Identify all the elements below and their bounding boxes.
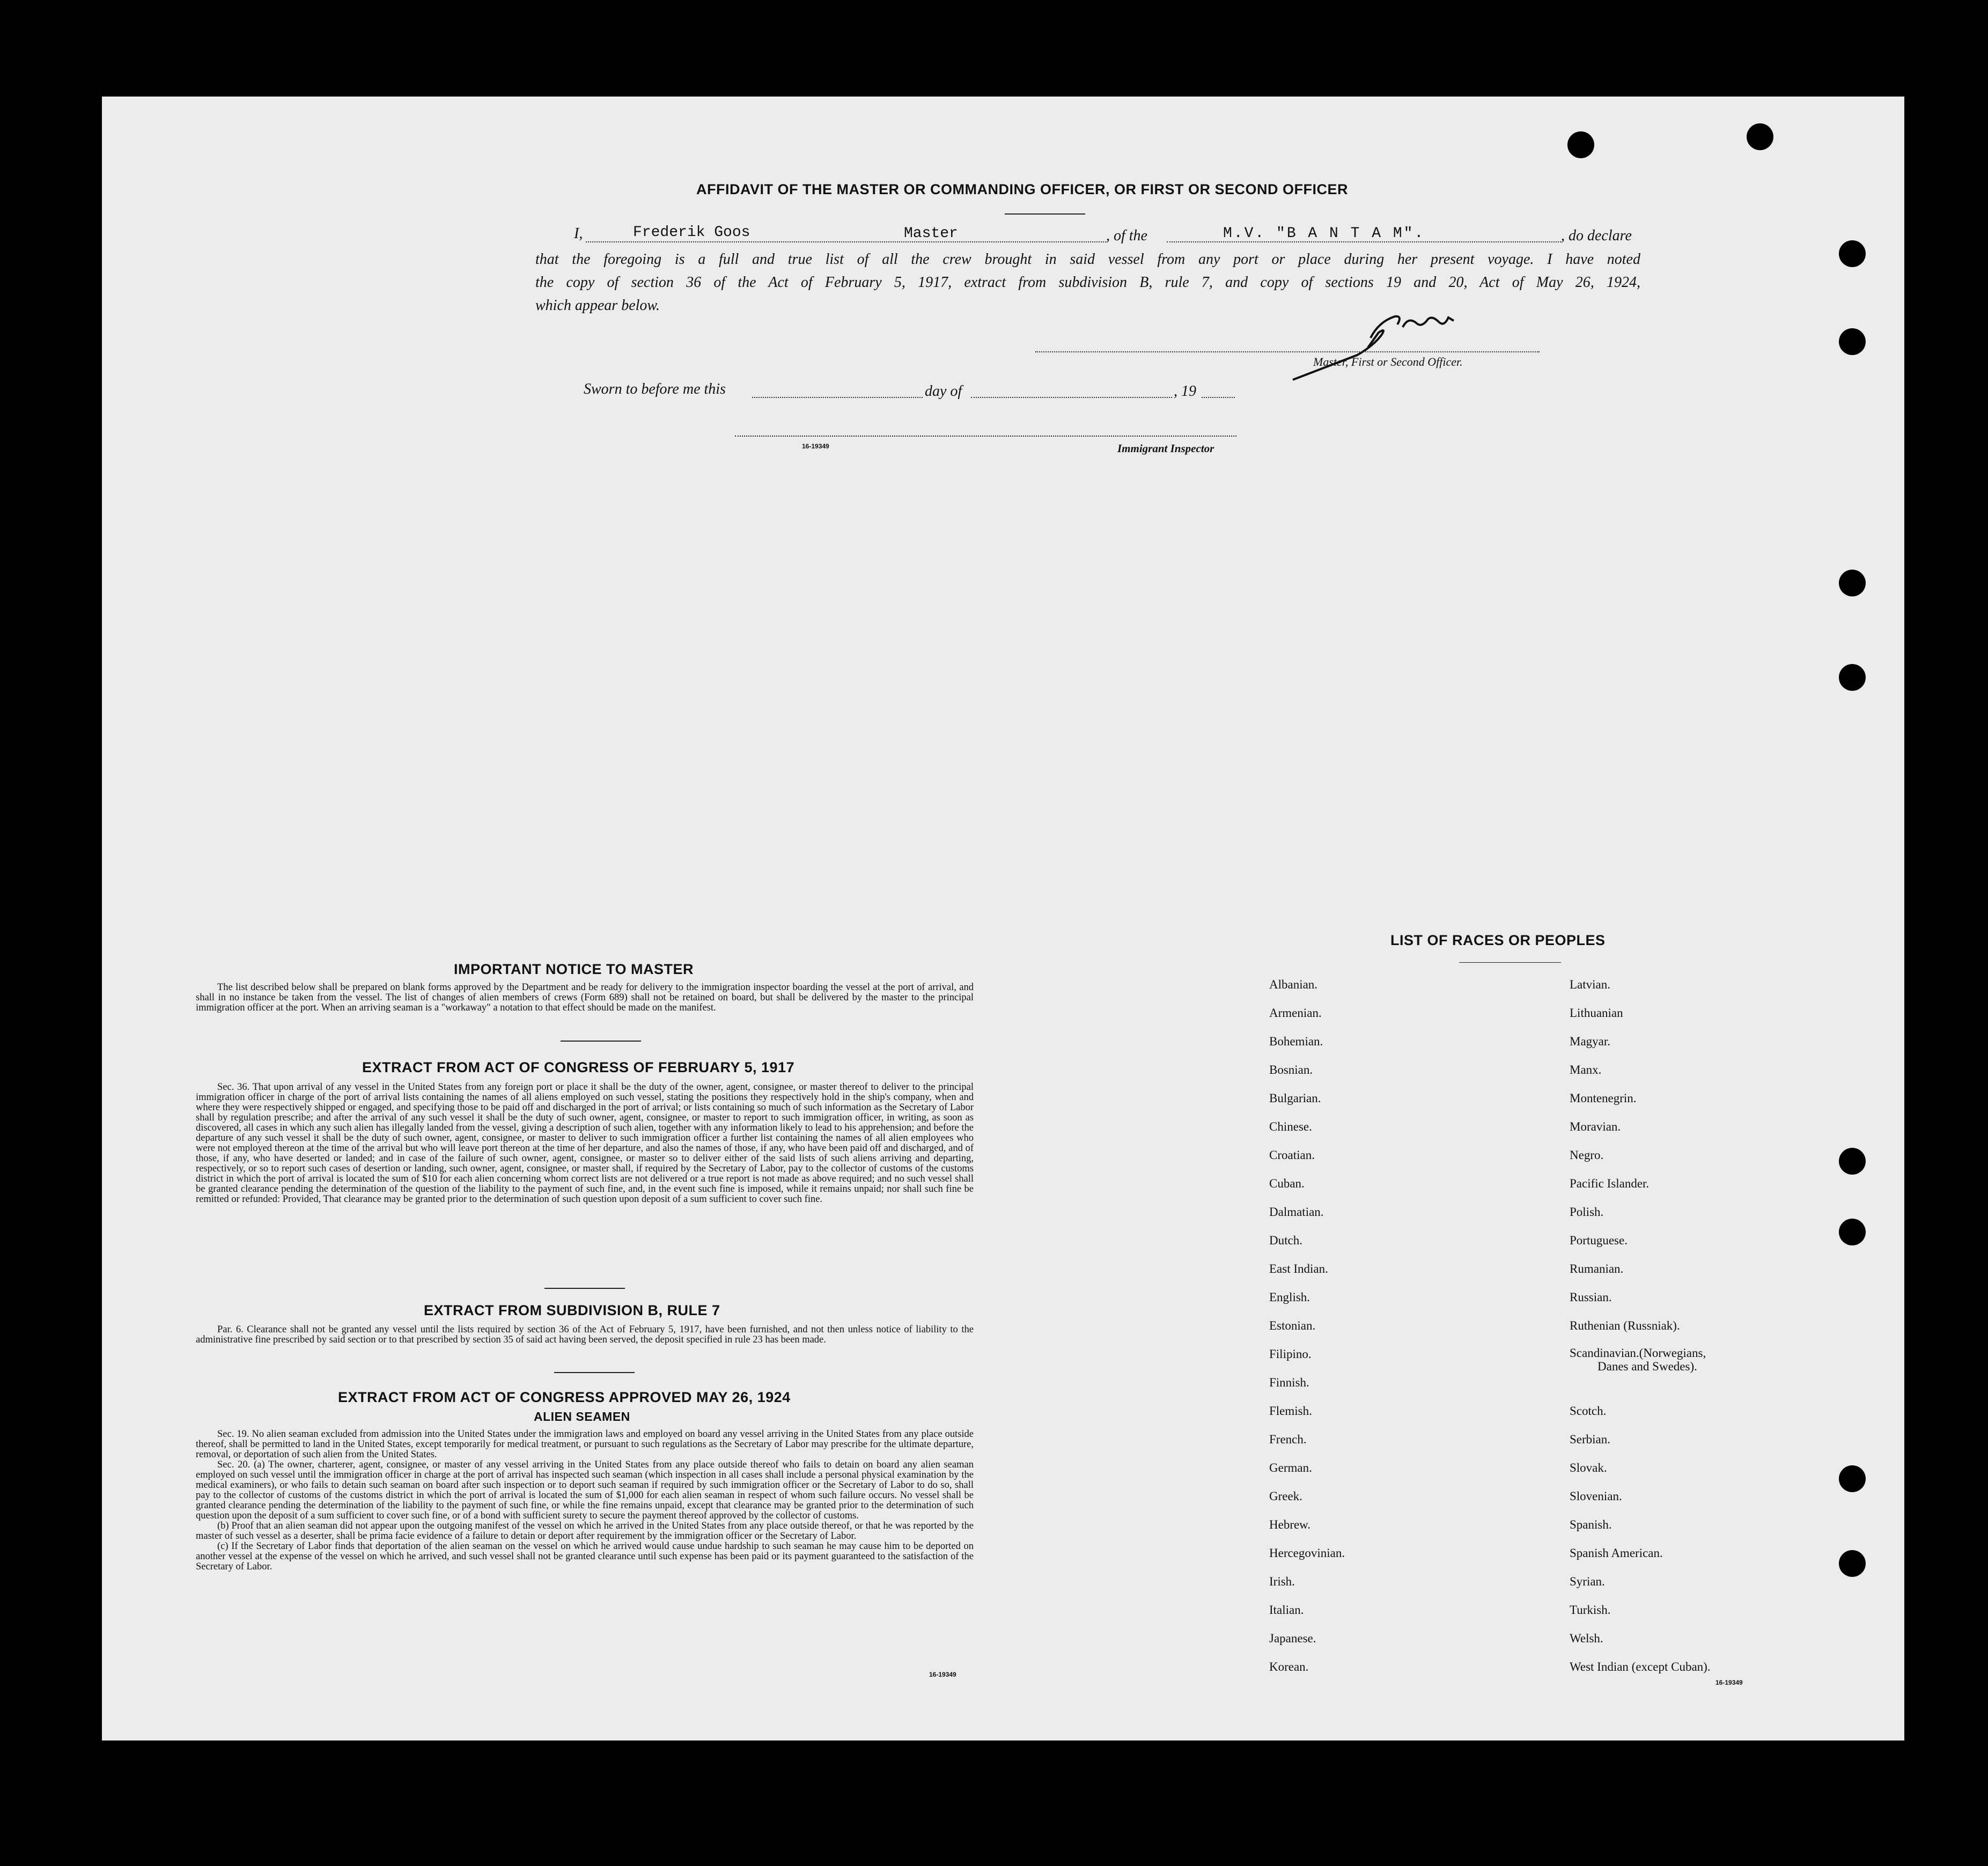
race-item: Negro. [1570, 1148, 1604, 1162]
race-item: Estonian. [1269, 1319, 1316, 1332]
race-item: Chinese. [1269, 1120, 1312, 1133]
inspector-label: Immigrant Inspector [1117, 442, 1214, 455]
divider [554, 1372, 635, 1373]
race-item: Croatian. [1269, 1148, 1315, 1162]
race-item: Serbian. [1570, 1433, 1611, 1446]
master-name: Frederik Goos [633, 224, 750, 241]
extract-1917-title: EXTRACT FROM ACT OF CONGRESS OF FEBRUARY 5, 1917 [362, 1059, 795, 1075]
punch-hole [1839, 1219, 1866, 1245]
race-item: Italian. [1269, 1603, 1304, 1617]
race-item: German. [1269, 1461, 1312, 1474]
affidavit-line-4: which appear below. [535, 297, 660, 314]
extract-1924-title: EXTRACT FROM ACT OF CONGRESS APPROVED MAY 26, 1924 [338, 1389, 791, 1405]
subdivision-b-title: EXTRACT FROM SUBDIVISION B, RULE 7 [424, 1302, 720, 1318]
punch-hole [1839, 240, 1866, 267]
form-number-bottom-right: 16-19349 [1715, 1679, 1743, 1686]
race-item: Rumanian. [1570, 1262, 1624, 1275]
race-item: Scandinavian.(Norwegians, [1570, 1346, 1706, 1360]
year-label: , 19 [1174, 383, 1196, 400]
section-20a-text: Sec. 20. (a) The owner, charterer, agent, consignee, or master of any vessel arriving in the United States from any place outside thereof who fails to detain on board any alien seaman employed on such vessel until the immigration officer in charge at the port of arrival has inspected such seaman (which inspection in all cases shall include a personal physical examination by the medical examiners), or who fails to detain such seaman on board after such inspection or to deport such seaman if required by such immigration officer or the Secretary of Labor to do so, shall pay to the collector of customs of the customs district in which the port of arrival is located the sum of $1,000 for each alien seaman in respect of whom such failure occurs. No vessel shall be granted clearance pending the determination of the liability to the payment of such fine, or while the fine remains unpaid, except that clearance may be granted prior to the determination of such question upon the deposit of a sum sufficient to cover such fine, or of a bond with sufficient surety to secure the payment thereof approved by the collector of customs. [196, 1459, 974, 1521]
race-item: Hebrew. [1269, 1518, 1311, 1531]
of-the-label: , of the [1106, 227, 1147, 244]
race-item: Spanish American. [1570, 1546, 1663, 1560]
section-19-text: Sec. 19. No alien seaman excluded from admission into the United States under the immigration laws and employed on board any vessel arriving in the United States from any place outside thereof, shall be permitted to land in the United States, except temporarily for medical treatment, or pursuant to such regulations as the Secretary of Labor may prescribe for the ultimate departure, removal, or deportation of such alien from the United States. [196, 1429, 974, 1460]
signature-line [1035, 351, 1540, 352]
race-item: Bulgarian. [1269, 1091, 1321, 1105]
section-20b-text: (b) Proof that an alien seaman did not appear upon the outgoing manifest of the vessel on which he arrived in the United States from any place outside thereof, or that he was reported by the master of such vessel as a deserter, shall be prima facie evidence of a failure to detain or deport after requirement by the immigration officer or the Secretary of Labor. [196, 1521, 974, 1542]
race-item: Greek. [1269, 1489, 1302, 1503]
signature-caption: Master, First or Second Officer. [1313, 355, 1463, 368]
race-item: Spanish. [1570, 1518, 1612, 1531]
year-line [1202, 397, 1235, 398]
race-item: Bohemian. [1269, 1035, 1323, 1048]
race-item: Flemish. [1269, 1404, 1312, 1418]
do-declare-label: , do declare [1561, 227, 1632, 244]
races-title: LIST OF RACES OR PEOPLES [1390, 932, 1606, 948]
master-rank: Master [904, 225, 958, 242]
race-item: Bosnian. [1269, 1063, 1313, 1076]
divider [1005, 213, 1085, 215]
alien-seamen-subtitle: ALIEN SEAMEN [534, 1410, 630, 1424]
race-item: West Indian (except Cuban). [1570, 1660, 1711, 1673]
race-item: Dutch. [1269, 1234, 1302, 1247]
section-20c-text: (c) If the Secretary of Labor finds that deportation of the alien seaman on the vessel on which he arrived would cause undue hardship to such seaman he may cause him to be deported on another vessel at the expense of the vessel on which he arrived, and such vessel shall not be granted clearance until such expense has been paid or its payment guaranteed to the satisfaction of the Secretary of Labor. [196, 1541, 974, 1572]
punch-hole [1839, 1550, 1866, 1577]
form-number-top: 16-19349 [802, 442, 829, 450]
race-item: Latvian. [1570, 978, 1610, 991]
race-item: French. [1269, 1433, 1307, 1446]
punch-hole [1839, 664, 1866, 691]
extract-1924-body [196, 1429, 974, 1572]
divider [544, 1288, 625, 1289]
race-item: English. [1269, 1290, 1310, 1304]
notice-text: The list described below shall be prepared on blank forms approved by the Department and be ready for delivery to the immigration inspector boarding the vessel at the port of arrival, and shall in no instance be taken from the vessel. The list of changes of alien members of crews (Form 689) shall not be retained on board, but shall be delivered by the master to the principal immigration officer at the port. When an arriving seaman is a "workaway" a notation to that effect should be made on the manifest. [196, 982, 974, 1013]
race-item: Turkish. [1570, 1603, 1611, 1617]
race-item: Russian. [1570, 1290, 1612, 1304]
document-page [102, 97, 1904, 1740]
race-item: Hercegovinian. [1269, 1546, 1345, 1560]
race-item: Manx. [1570, 1063, 1602, 1076]
month-line [971, 397, 1172, 398]
race-item: Albanian. [1269, 978, 1318, 991]
race-item: Ruthenian (Russniak). [1570, 1319, 1680, 1332]
form-number-bottom-left: 16-19349 [929, 1671, 956, 1678]
race-item: Pacific Islander. [1570, 1177, 1650, 1190]
race-item: Korean. [1269, 1660, 1309, 1673]
name-line [586, 241, 1106, 242]
race-item: Montenegrin. [1570, 1091, 1637, 1105]
punch-hole [1839, 570, 1866, 596]
signature [1287, 306, 1577, 386]
race-item: Scotch. [1570, 1404, 1607, 1418]
sworn-label: Sworn to before me this [584, 381, 726, 397]
affidavit-line-2: that the foregoing is a full and true list of all the crew brought in said vessel from any port or place during her present voyage. I have noted [535, 251, 1640, 268]
affidavit-prefix: I, [574, 225, 583, 242]
race-item: Welsh. [1570, 1632, 1603, 1645]
punch-hole [1747, 123, 1773, 150]
vessel-name: M.V. "B A N T A M". [1223, 225, 1425, 242]
race-item: Magyar. [1570, 1035, 1611, 1048]
race-item: Portuguese. [1570, 1234, 1628, 1247]
race-item: Lithuanian [1570, 1006, 1623, 1020]
inspector-line [735, 436, 1236, 437]
race-item: Japanese. [1269, 1632, 1316, 1645]
punch-hole [1567, 131, 1594, 158]
divider [561, 1041, 641, 1042]
divider [1459, 962, 1561, 963]
race-item: Dalmatian. [1269, 1205, 1324, 1219]
race-item: Filipino. [1269, 1347, 1312, 1361]
punch-hole [1839, 1148, 1866, 1175]
notice-title: IMPORTANT NOTICE TO MASTER [454, 961, 694, 977]
punch-hole [1839, 1465, 1866, 1492]
race-item: Slovak. [1570, 1461, 1607, 1474]
affidavit-line-3: the copy of section 36 of the Act of February 5, 1917, extract from subdivision B, rule 7, and copy of sections 19 and 20, Act of May 26, 1924, [535, 274, 1640, 291]
punch-hole [1839, 328, 1866, 355]
race-item: East Indian. [1269, 1262, 1328, 1275]
race-item: Slovenian. [1570, 1489, 1622, 1503]
subdivision-b-text: Par. 6. Clearance shall not be granted any vessel until the lists required by section 36 of the Act of February 5, 1917, have been furnished, and not then unless notice of liability to the administrative fine prescribed by said section or to that prescribed by section 35 of said act having been served, the deposit specified in rule 23 has been made. [196, 1324, 974, 1345]
race-item: Moravian. [1570, 1120, 1621, 1133]
race-item: Danes and Swedes). [1597, 1360, 1697, 1373]
race-item: Cuban. [1269, 1177, 1305, 1190]
race-item: Irish. [1269, 1575, 1295, 1588]
race-item: Armenian. [1269, 1006, 1322, 1020]
race-item: Finnish. [1269, 1376, 1309, 1389]
day-of-label: day of [925, 383, 962, 400]
affidavit-title: AFFIDAVIT OF THE MASTER OR COMMANDING OFFICER, OR FIRST OR SECOND OFFICER [696, 181, 1348, 197]
extract-1917-text: Sec. 36. That upon arrival of any vessel in the United States from any foreign port or place it shall be the duty of the owner, agent, consignee, or master thereof to deliver to the principal immigration officer in charge of the port of arrival lists containing the names of all aliens employed on such vessel, stating the positions they respectively hold in the ship's company, when and where they were respectively shipped or engaged, and specifying those to be paid off and discharged in the port of arrival; or lists containing so much of such information as the Secretary of Labor shall by regulation prescribe; and after the arrival of any such vessel it shall be the duty of such owner, agent, consignee, or master to report to such immigration officer, in writing, as soon as discovered, all cases in which any such alien has illegally landed from the vessel, giving a description of such alien, together with any information likely to lead to his apprehension; and before the departure of any such vessel it shall be the duty of such owner, agent, consignee, or master to deliver to such immigration officer a further list containing the names of all alien employees who were not employed thereon at the time of the arrival but who will leave port thereon at the time of her departure, and also the names of those, if any, who have been paid off and discharged, and of those, if any, who have deserted or landed; and in case of the failure of such owner, agent, consignee, or master so to deliver either of the said lists of such aliens arriving and departing, respectively, or so to report such cases of desertion or landing, such owner, agent, consignee, or master shall, if required by the Secretary of Labor, pay to the collector of customs of the customs district in which the port of arrival is located the sum of $10 for each alien concerning whom correct lists are not delivered or a true report is not made as above required; and no such vessel shall be granted clearance pending the determination of the question of the liability to the payment of such fine, and, in the event such fine is imposed, while it remains unpaid; nor shall such fine be remitted or refunded: Provided, That clearance may be granted prior to the determination of such question upon deposit of a sum sufficient to cover such fine. [196, 1082, 974, 1205]
race-item: Syrian. [1570, 1575, 1605, 1588]
sworn-day-line [752, 397, 923, 398]
race-item: Polish. [1570, 1205, 1604, 1219]
